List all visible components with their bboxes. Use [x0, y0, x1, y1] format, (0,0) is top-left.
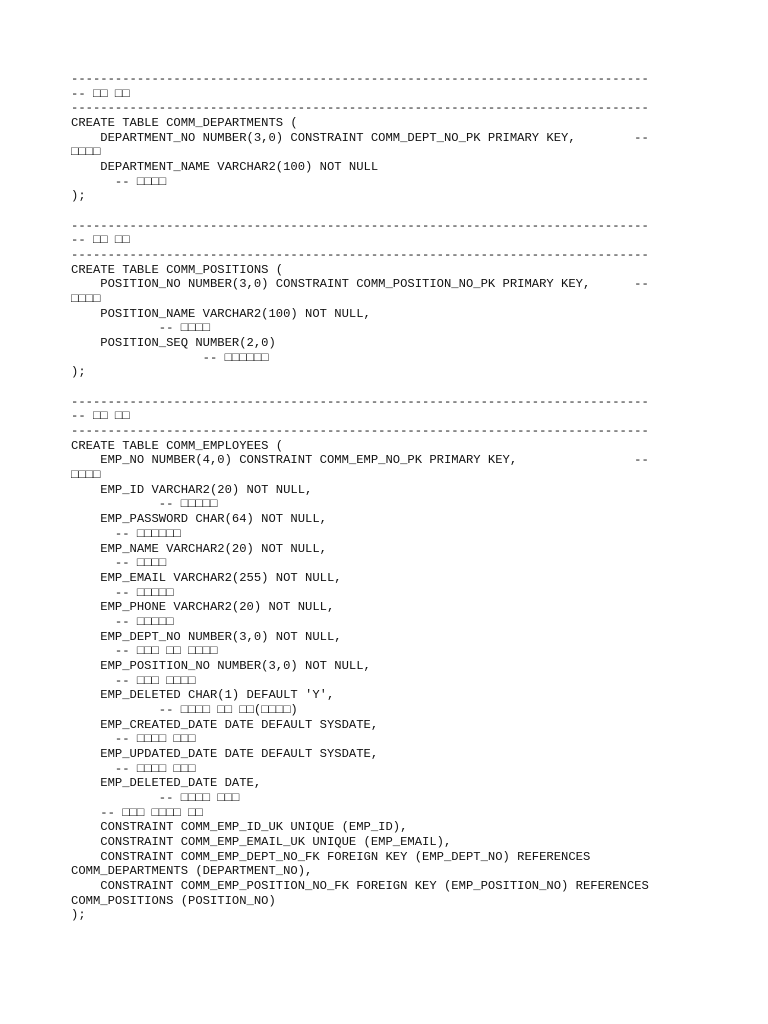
code-line: -- □□□ □□□□ □□: [71, 805, 203, 820]
code-line: CONSTRAINT COMM_EMP_POSITION_NO_FK FOREIGN KEY (EMP_POSITION_NO) REFERENCES: [71, 878, 649, 893]
code-line: [71, 380, 681, 395]
code-line: EMP_CREATED_DATE DATE DEFAULT SYSDATE,: [71, 717, 379, 732]
code-line: □□□□: [71, 468, 101, 483]
code-line: DEPARTMENT_NO NUMBER(3,0) CONSTRAINT COMM_DEPT_NO_PK PRIMARY KEY, --: [71, 130, 649, 145]
code-line: CREATE TABLE COMM_POSITIONS (: [71, 262, 284, 277]
code-line: CREATE TABLE COMM_DEPARTMENTS (: [71, 116, 298, 131]
code-line: -- □□□□: [71, 556, 167, 571]
code-line: -- □□ □□: [71, 233, 130, 248]
code-line: -- □□□□□: [71, 614, 174, 629]
code-line: EMP_POSITION_NO NUMBER(3,0) NOT NULL,: [71, 658, 371, 673]
code-line: );: [71, 908, 86, 923]
code-line: -- □□□□: [71, 174, 167, 189]
code-line: CONSTRAINT COMM_EMP_ID_UK UNIQUE (EMP_ID),: [71, 820, 408, 835]
code-line: EMP_PHONE VARCHAR2(20) NOT NULL,: [71, 600, 335, 615]
code-line: CREATE TABLE COMM_EMPLOYEES (: [71, 438, 284, 453]
code-line: -------------------------------------------------------------------------------: [71, 218, 649, 233]
code-line: POSITION_NO NUMBER(3,0) CONSTRAINT COMM_POSITION_NO_PK PRIMARY KEY, --: [71, 277, 649, 292]
code-line: -- □□□□ □□□: [71, 790, 240, 805]
sql-code-block: [71, 72, 681, 923]
code-line: □□□□: [71, 292, 101, 307]
code-line: -------------------------------------------------------------------------------: [71, 394, 649, 409]
code-line: -- □□□□□□: [71, 350, 269, 365]
code-line: -- □□□ □□ □□□□: [71, 644, 218, 659]
code-line: );: [71, 189, 86, 204]
code-line: -- □□□□ □□□: [71, 732, 196, 747]
code-line: -- □□□□□□: [71, 526, 181, 541]
code-line: );: [71, 365, 86, 380]
code-line: -------------------------------------------------------------------------------: [71, 424, 649, 439]
code-line: -------------------------------------------------------------------------------: [71, 248, 649, 263]
code-line: EMP_ID VARCHAR2(20) NOT NULL,: [71, 482, 313, 497]
code-line: □□□□: [71, 145, 101, 160]
code-line: EMP_PASSWORD CHAR(64) NOT NULL,: [71, 512, 327, 527]
code-line: -------------------------------------------------------------------------------: [71, 101, 649, 116]
code-line: -------------------------------------------------------------------------------: [71, 72, 649, 86]
code-line: -- □□ □□: [71, 86, 130, 101]
code-line: CONSTRAINT COMM_EMP_DEPT_NO_FK FOREIGN KEY (EMP_DEPT_NO) REFERENCES: [71, 849, 591, 864]
code-line: -- □□□□□: [71, 585, 174, 600]
code-line: CONSTRAINT COMM_EMP_EMAIL_UK UNIQUE (EMP_EMAIL),: [71, 834, 452, 849]
code-line: EMP_DELETED_DATE DATE,: [71, 776, 262, 791]
code-line: -- □□□□ □□ □□(□□□□): [71, 702, 298, 717]
code-line: EMP_NO NUMBER(4,0) CONSTRAINT COMM_EMP_NO_PK PRIMARY KEY, --: [71, 453, 649, 468]
code-line: -- □□□□ □□□: [71, 761, 196, 776]
code-line: POSITION_NAME VARCHAR2(100) NOT NULL,: [71, 306, 371, 321]
code-line: -- □□□□□: [71, 497, 218, 512]
code-line: POSITION_SEQ NUMBER(2,0): [71, 336, 276, 351]
code-line: EMP_UPDATED_DATE DATE DEFAULT SYSDATE,: [71, 746, 379, 761]
code-line: COMM_POSITIONS (POSITION_NO): [71, 893, 276, 908]
code-line: COMM_DEPARTMENTS (DEPARTMENT_NO),: [71, 864, 313, 879]
code-line: EMP_EMAIL VARCHAR2(255) NOT NULL,: [71, 570, 342, 585]
code-line: EMP_NAME VARCHAR2(20) NOT NULL,: [71, 541, 327, 556]
code-line: -- □□□ □□□□: [71, 673, 196, 688]
code-line: [71, 204, 681, 219]
code-line: -- □□ □□: [71, 409, 130, 424]
code-line: EMP_DELETED CHAR(1) DEFAULT 'Y',: [71, 688, 335, 703]
code-line: DEPARTMENT_NAME VARCHAR2(100) NOT NULL: [71, 160, 379, 175]
code-line: EMP_DEPT_NO NUMBER(3,0) NOT NULL,: [71, 629, 342, 644]
code-line: -- □□□□: [71, 321, 210, 336]
